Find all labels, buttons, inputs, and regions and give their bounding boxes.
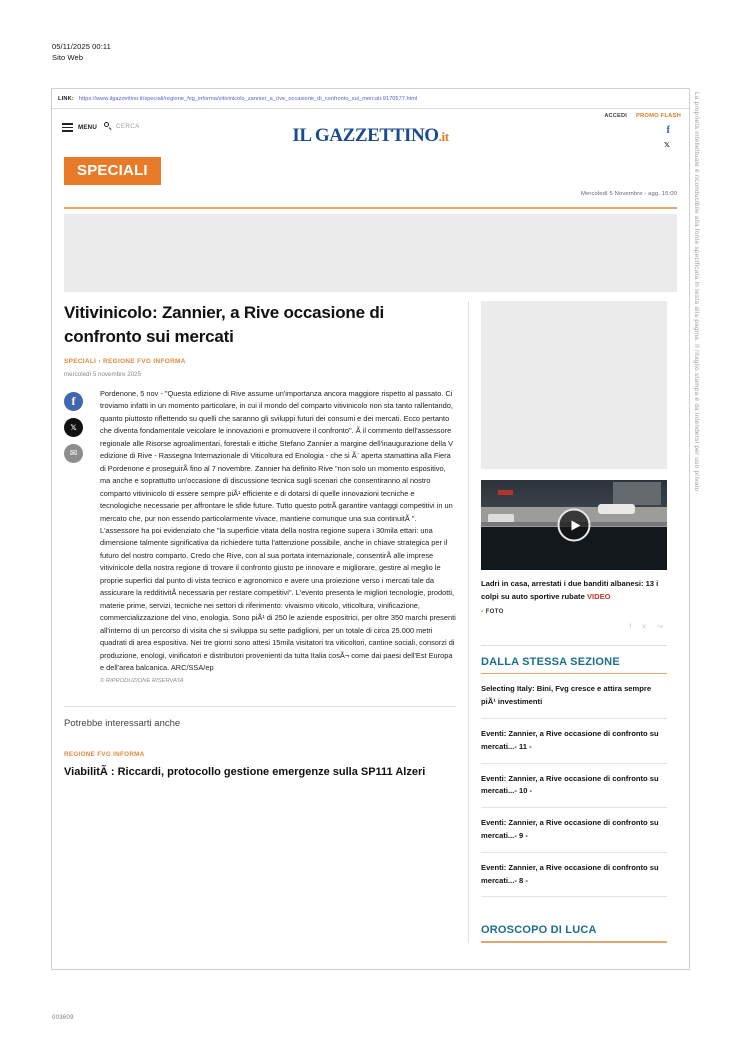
breadcrumb	[64, 358, 456, 365]
clipping-datetime: 05/11/2025 00:11	[52, 42, 111, 51]
clipped-page-frame	[51, 88, 690, 970]
clipping-page-id: 003609	[52, 1015, 74, 1021]
video-caption-text: Ladri in casa, arrestati i due banditi albanesi: 13 i colpi su auto sportive rubate	[481, 579, 659, 601]
site-date-line: Mercoledì 5 Novembre - agg. 15:00	[581, 191, 677, 197]
main-column	[64, 301, 469, 943]
share-x-icon[interactable]: 𝕩	[64, 418, 83, 437]
bullet-icon: ▪	[481, 609, 484, 615]
link-label: LINK:	[58, 95, 74, 102]
publish-date: mercoledì 5 novembre 2025	[64, 371, 142, 378]
sidebar-ad-placeholder	[481, 301, 667, 469]
section-rule-oroscopo	[481, 941, 667, 942]
list-item[interactable]: Eventi: Zannier, a Rive occasione di confronto su mercati...- 8 -	[481, 853, 667, 898]
section-heading-dalla-stessa-sezione: DALLA STESSA SEZIONE	[481, 645, 667, 668]
article-url[interactable]: https://www.ilgazzettino.it/speciali/regione_fvg_informa/vitivinicolo_zannier_a_rive_occasione_di_confronto_sui_mercati-9170577.html	[78, 95, 418, 102]
video-red-object	[498, 490, 513, 495]
rights-note: © RIPRODUZIONE RISERVATA	[100, 678, 184, 685]
foto-link[interactable]	[481, 609, 667, 615]
top-right-utilities	[561, 113, 681, 151]
related-kicker[interactable]: REGIONE FVG INFORMA	[64, 751, 145, 759]
search-placeholder: CERCA	[116, 122, 140, 130]
copyright-vertical-notice: La proprietà intellettuale è riconducibile alla fonte specificata in testa alla pagina. Il ritaglio stampa è da intendersi per uso privato	[693, 92, 700, 492]
play-button-icon[interactable]	[558, 509, 591, 542]
site-logo-main: IL GAZZETTINO	[292, 125, 439, 146]
breadcrumb-item-regione-fvg[interactable]: REGIONE FVG INFORMA	[103, 358, 186, 365]
video-badge: VIDEO	[586, 591, 611, 601]
sidebar	[469, 301, 667, 943]
breadcrumb-separator: ›	[98, 358, 101, 365]
section-heading-oroscopo: OROSCOPO DI LUCA	[481, 924, 597, 937]
share-facebook-icon[interactable]: f	[64, 392, 83, 411]
video-thumbnail[interactable]	[481, 480, 667, 570]
list-item[interactable]: Eventi: Zannier, a Rive occasione di confronto su mercati...- 10 -	[481, 764, 667, 809]
login-link[interactable]: ACCEDI	[604, 113, 627, 119]
mini-share-icons[interactable]: f ✕ ↪	[629, 624, 667, 631]
article-text-column	[100, 388, 456, 684]
list-item[interactable]: Eventi: Zannier, a Rive occasione di confronto su mercati...- 9 -	[481, 808, 667, 853]
site-navbar	[52, 109, 689, 157]
page-content	[64, 301, 677, 943]
x-twitter-icon[interactable]: 𝕩	[663, 139, 670, 149]
share-email-icon[interactable]: ✉	[64, 444, 83, 463]
site-logo-suffix: .it	[438, 129, 449, 144]
speciali-badge[interactable]: SPECIALI	[64, 157, 161, 185]
menu-label: MENU	[78, 123, 98, 131]
video-white-car	[598, 504, 635, 514]
facebook-icon[interactable]: f	[666, 125, 670, 136]
orange-divider	[64, 207, 677, 209]
list-item[interactable]: Selecting Italy: Bini, Fvg cresce e attira sempre piÃ¹ investimenti	[481, 674, 667, 719]
video-building	[613, 482, 661, 505]
top-ad-placeholder	[64, 214, 677, 292]
list-item[interactable]: Eventi: Zannier, a Rive occasione di confronto su mercati...- 11 -	[481, 719, 667, 764]
link-bar	[52, 89, 689, 109]
breadcrumb-item-speciali[interactable]: SPECIALI	[64, 358, 97, 365]
share-rail	[64, 388, 100, 684]
video-caption[interactable]	[481, 578, 667, 603]
related-heading: Potrebbe interessarti anche	[64, 706, 456, 729]
website-capture	[52, 109, 689, 969]
foto-label: FOTO	[485, 609, 504, 615]
related-article-title[interactable]: ViabilitÃ : Riccardi, protocollo gestione emergenze sulla SP111 Alzeri	[64, 766, 426, 779]
promo-flash-link[interactable]: PROMO FLASH	[635, 113, 681, 119]
clipping-media-type: Sito Web	[52, 53, 84, 62]
page-title: Vitivinicolo: Zannier, a Rive occasione di confronto sui mercati	[64, 303, 385, 346]
article-body: Pordenone, 5 nov - "Questa edizione di Rive assume un'importanza ancora maggiore rispetto al passato. Ci troviamo infatti in un momento particolare, in cui il mondo del comparto vitivinicolo non sta tanto rallentando, quanto piuttosto riflettendo su quelli che saranno gli sviluppi futuri dei consumi e dei mercati. Ecco pertanto che diventa fondamentale veicolare le innovazioni e promuovere il confronto". Ã il commento dell'assessore regionale alle Risorse agroalimentari, forestali e ittiche Stefano Zannier a margine dell'inaugurazione della V edizione di Rive - Rassegna Internazionale di Viticoltura ed Enologia - che si Ã¨ aperta stamattina alla Fiera di Pordenone e proseguirÃ fino al 7 novembre. Zannier ha definito Rive "non solo un momento espositivo, ma anche e soprattutto un'occasione di discussione tecnica sugli scenari che consentiranno al nostro comparto vitivinicolo di essere sempre piÃ¹ efficiente e di dotarsi di quelle innovazioni tecniche e tecnologiche necessarie per affrontare le sfide future. Tutto questo potrÃ garantire vantaggi competitivi in un mercato che, pur non essendo particolarmente vivace, mantiene comunque una sua continuitÃ ". L'assessore ha poi evidenziato che "la superficie vitata della nostra regione supera i 30mila ettari: una dimensione talmente significativa da richiedere tutta l'attenzione possibile, anche in chiave strategica per il futuro del nostro comparto. Credo che Rive, con al sua portata internazionale, consentirÃ alle imprese vitivinicole della nostra regione di trovare il confronto giusto pe innovare e migliorare, gestire al meglio le proprie superfici dal punto di vista tecnico e agronomico e avere una proiezione verso i mercati tale da assicurare la redditivitÃ necessaria per restare competitivi". L'evento presenta le migliori tecnologie, prodotti, materie prime, servizi, tecniche nei settori di riferimento: vivaismo viticolo, viticoltura, vinificazione, commercializzazione del vino, enologia. Sono piÃ¹ di 250 le aziende espositrici, per oltre 350 marchi presenti all'interno di un percorso di visita che si sviluppa su sette padiglioni, per un totale di circa 25.000 metri quadrati di area espositiva. Nei tre giorni sono attesi 15mila visitatori tra viticoltori, cantine sociali, consorzi di produzione, enologi, vinificatori e distributori provenienti da tutta Italia cosÃ¬ come dai paesi dell'Est Europa e dell'area balcanica. ARC/SSA/ep	[100, 389, 456, 672]
article-body-row	[64, 388, 456, 684]
clipping-meta	[52, 41, 111, 63]
